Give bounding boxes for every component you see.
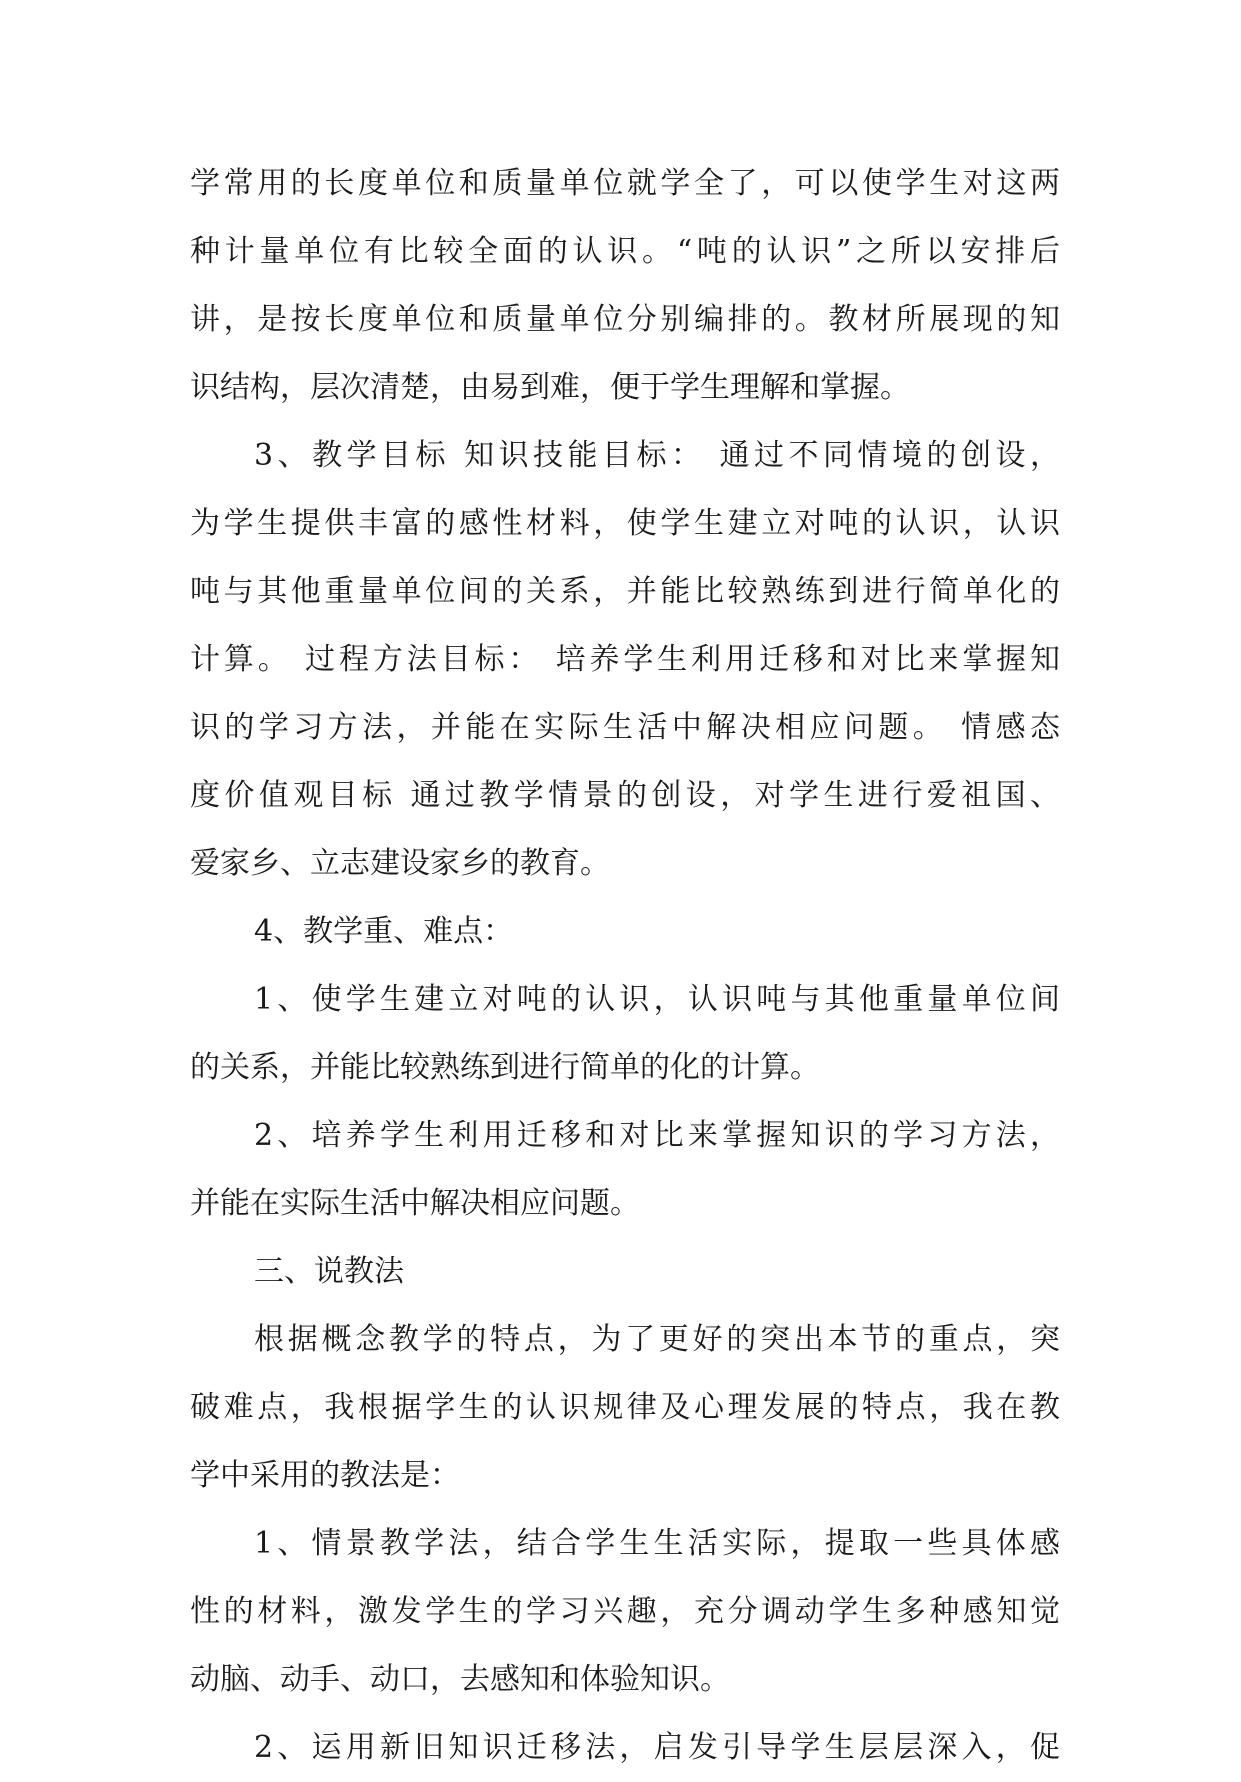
text-line: 爱家乡、立志建设家乡的教育。 bbox=[190, 846, 610, 881]
text-line: 1、使学生建立对吨的认识，认识吨与其他重量单位间 bbox=[254, 982, 1060, 1017]
text-line: 1、情景教学法，结合学生生活实际，提取一些具体感 bbox=[254, 1526, 1060, 1561]
text-line: 为学生提供丰富的感性材料，使学生建立对吨的认识，认识 bbox=[190, 506, 1060, 541]
text-line: 学常用的长度单位和质量单位就学全了，可以使学生对这两 bbox=[190, 166, 1060, 201]
text-line: 三、说教法 bbox=[254, 1254, 404, 1289]
text-line: 吨与其他重量单位间的关系，并能比较熟练到进行简单化的 bbox=[190, 574, 1060, 609]
text-line: 识结构，层次清楚，由易到难，便于学生理解和掌握。 bbox=[190, 370, 910, 405]
text-line: 4、教学重、难点： bbox=[254, 914, 514, 949]
text-line: 3、教学目标 知识技能目标： 通过不同情境的创设， bbox=[254, 438, 1060, 473]
text-line: 性的材料，激发学生的学习兴趣，充分调动学生多种感知觉 bbox=[190, 1594, 1060, 1629]
text-line: 并能在实际生活中解决相应问题。 bbox=[190, 1186, 640, 1221]
text-line: 计算。 过程方法目标： 培养学生利用迁移和对比来掌握知 bbox=[190, 642, 1060, 677]
text-line: 度价值观目标 通过教学情景的创设，对学生进行爱祖国、 bbox=[190, 778, 1060, 813]
text-line: 的关系，并能比较熟练到进行简单的化的计算。 bbox=[190, 1050, 820, 1085]
text-line: 种计量单位有比较全面的认识。“吨的认识”之所以安排后 bbox=[190, 234, 1060, 269]
document-body bbox=[190, 150, 1060, 1782]
text-line: 学中采用的教法是： bbox=[190, 1458, 460, 1493]
text-line: 动脑、动手、动口，去感知和体验知识。 bbox=[190, 1662, 730, 1697]
text-line: 破难点，我根据学生的认识规律及心理发展的特点，我在教 bbox=[190, 1390, 1060, 1425]
text-line: 识的学习方法，并能在实际生活中解决相应问题。 情感态 bbox=[190, 710, 1060, 745]
text-line: 根据概念教学的特点，为了更好的突出本节的重点，突 bbox=[254, 1322, 1060, 1357]
text-line: 2、培养学生利用迁移和对比来掌握知识的学习方法， bbox=[254, 1118, 1060, 1153]
text-line: 讲，是按长度单位和质量单位分别编排的。教材所展现的知 bbox=[190, 302, 1060, 337]
text-line: 2、运用新旧知识迁移法，启发引导学生层层深入，促 bbox=[254, 1730, 1060, 1765]
